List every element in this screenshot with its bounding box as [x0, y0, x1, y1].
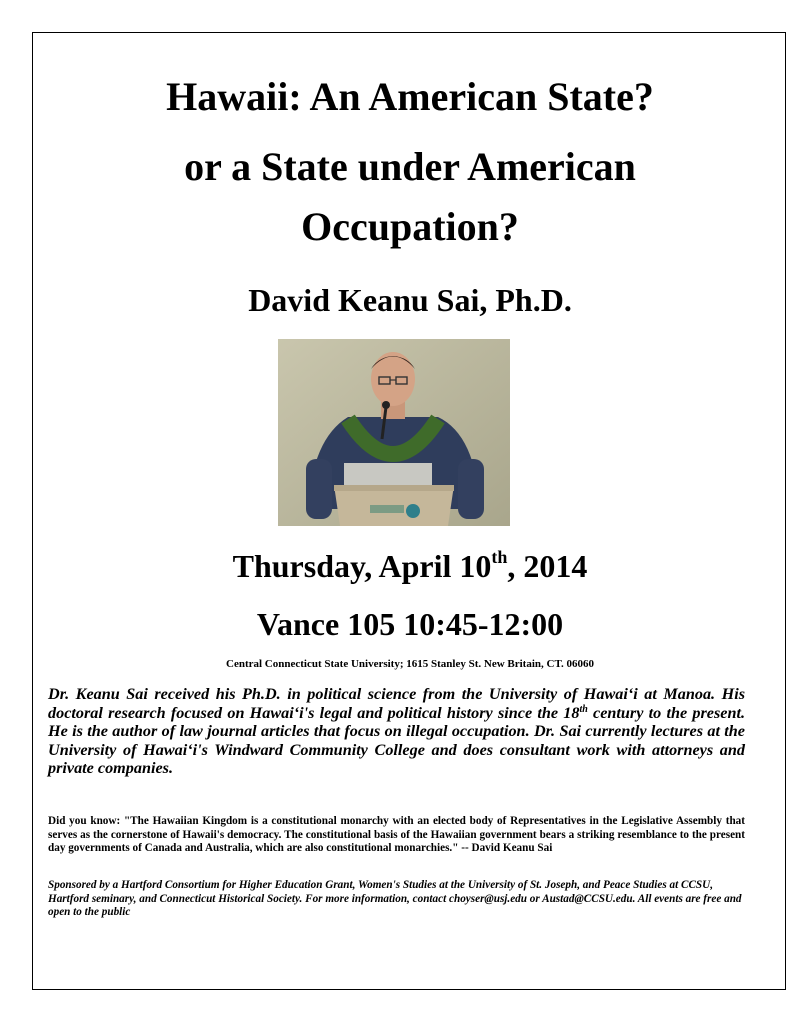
bio-text-2: century to the present. He is the author of law journal articles that focus on illegal occupation. Dr. Sai currently lectures at the University of Hawaiʻi's Windward Community College and does consultant work with attorneys and private companies. — [48, 703, 745, 777]
event-date — [40, 542, 780, 590]
speaker-at-podium-image — [278, 339, 510, 526]
title-line-1: Hawaii: An American State? — [166, 74, 654, 119]
did-you-know-quote: Did you know: "The Hawaiian Kingdom is a constitutional monarchy with an elected body of Representatives in the Legislative Assembly that serves as the cornerstone of Hawaii's democracy. The constitutional basis of the Hawaiian government bears a striking resemblance to the present day governments of Canada and Australia, which are also constitutional monarchies." -- David Keanu Sai — [48, 815, 745, 854]
event-address: Central Connecticut State University; 1615 Stanley St. New Britain, CT. 06060 — [226, 658, 594, 670]
sponsor-note: Sponsored by a Hartford Consortium for Higher Education Grant, Women's Studies at the University of St. Joseph, and Peace Studies at CCSU, Hartford seminary, and Connecticut Historical Society. For more information, contact choyser@usj.edu or Austad@CCSU.edu. All events are free and open to the public — [48, 879, 742, 918]
date-year: , 2014 — [507, 548, 588, 584]
bio-superscript: th — [579, 703, 588, 715]
speaker-bio — [48, 685, 745, 778]
speaker-name: David Keanu Sai, Ph.D. — [248, 282, 572, 318]
event-time-location: Vance 105 10:45-12:00 — [256, 606, 564, 642]
title-line-2: or a State under American — [184, 144, 636, 189]
date-main: Thursday, April 10 — [232, 548, 492, 584]
speaker-photo — [278, 339, 510, 526]
title-line-3: Occupation? — [301, 204, 519, 249]
bio-text-1: Dr. Keanu Sai received his Ph.D. in political science from the University of Hawaiʻi at Manoa. His doctoral research focused on Hawaiʻi's legal and political history since the 18 — [48, 685, 745, 722]
date-suffix: th — [491, 547, 508, 567]
